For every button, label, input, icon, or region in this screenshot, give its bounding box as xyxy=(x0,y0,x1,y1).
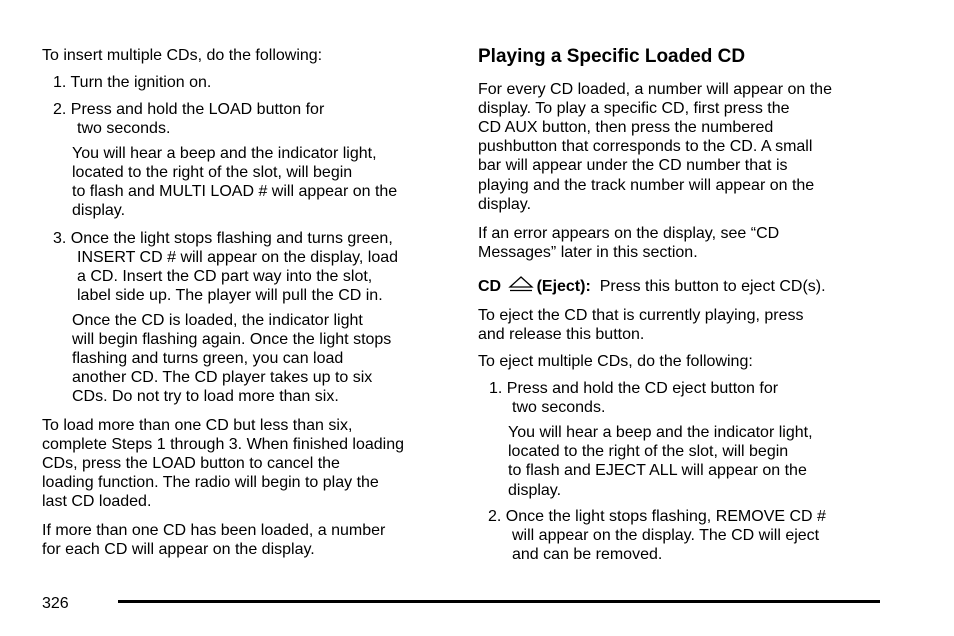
text-line: will begin flashing again. Once the light stops xyxy=(72,331,392,348)
eject-term-suffix: (Eject): xyxy=(536,278,591,295)
text-line: for each CD will appear on the display. xyxy=(42,541,315,558)
text-line: located to the right of the slot, will begin xyxy=(508,443,789,460)
text-line: a CD. Insert the CD part way into the slot, xyxy=(77,268,373,285)
text-line: Once the CD is loaded, the indicator light xyxy=(72,312,363,329)
text-line: playing and the track number will appear on the xyxy=(478,177,815,194)
text-line: display. xyxy=(508,482,562,499)
text-line: You will hear a beep and the indicator light, xyxy=(508,424,813,441)
list-item: 1. Turn the ignition on. xyxy=(53,74,212,91)
text-line: If more than one CD has been loaded, a number xyxy=(42,522,386,539)
text-line: two seconds. xyxy=(77,120,171,137)
section-heading: Playing a Specific Loaded CD xyxy=(478,46,746,67)
text-line: CDs. Do not try to load more than six. xyxy=(72,388,339,405)
text-line: pushbutton that corresponds to the CD. A small xyxy=(478,138,813,155)
page-number: 326 xyxy=(42,595,69,612)
text-line: located to the right of the slot, will begin xyxy=(72,164,353,181)
text-line: To insert multiple CDs, do the following: xyxy=(42,47,323,64)
text-line: another CD. The CD player takes up to six xyxy=(72,369,373,386)
text-line: If an error appears on the display, see “CD xyxy=(478,225,780,242)
text-line: To eject multiple CDs, do the following: xyxy=(478,353,753,370)
text-line: To load more than one CD but less than six, xyxy=(42,417,353,434)
text-line: INSERT CD # will appear on the display, load xyxy=(77,249,399,266)
text-line: display. xyxy=(72,202,126,219)
text-line: will appear on the display. The CD will eject xyxy=(512,527,820,544)
list-item: 3. Once the light stops flashing and turns green, xyxy=(53,230,393,247)
text-line: To eject the CD that is currently playing, press xyxy=(478,307,804,324)
text-line: two seconds. xyxy=(512,399,606,416)
text-line: and release this button. xyxy=(478,326,645,343)
eject-term-prefix: CD xyxy=(478,278,502,295)
footer-rule xyxy=(118,600,880,603)
text-line: display. To play a specific CD, first press the xyxy=(478,100,790,117)
eject-description: Press this button to eject CD(s). xyxy=(599,278,826,295)
list-item: 2. Once the light stops flashing, REMOVE CD # xyxy=(488,508,826,525)
text-line: and can be removed. xyxy=(512,546,663,563)
text-line: display. xyxy=(478,196,532,213)
text-line: Messages” later in this section. xyxy=(478,244,698,261)
text-line: CD AUX button, then press the numbered xyxy=(478,119,774,136)
text-line: flashing and turns green, you can load xyxy=(72,350,344,367)
text-line: last CD loaded. xyxy=(42,493,152,510)
eject-icon xyxy=(508,276,534,298)
text-line: to flash and EJECT ALL will appear on the xyxy=(508,462,807,479)
list-item: 2. Press and hold the LOAD button for xyxy=(53,101,325,118)
list-item: 1. Press and hold the CD eject button for xyxy=(489,380,779,397)
text-line: CDs, press the LOAD button to cancel the xyxy=(42,455,340,472)
text-line: You will hear a beep and the indicator light, xyxy=(72,145,377,162)
text-line: bar will appear under the CD number that is xyxy=(478,157,788,174)
eject-definition xyxy=(478,276,826,298)
text-line: label side up. The player will pull the CD in. xyxy=(77,287,383,304)
text-line: complete Steps 1 through 3. When finished loading xyxy=(42,436,405,453)
text-line: For every CD loaded, a number will appear on the xyxy=(478,81,832,98)
text-line: loading function. The radio will begin to play the xyxy=(42,474,379,491)
text-line: to flash and MULTI LOAD # will appear on the xyxy=(72,183,398,200)
